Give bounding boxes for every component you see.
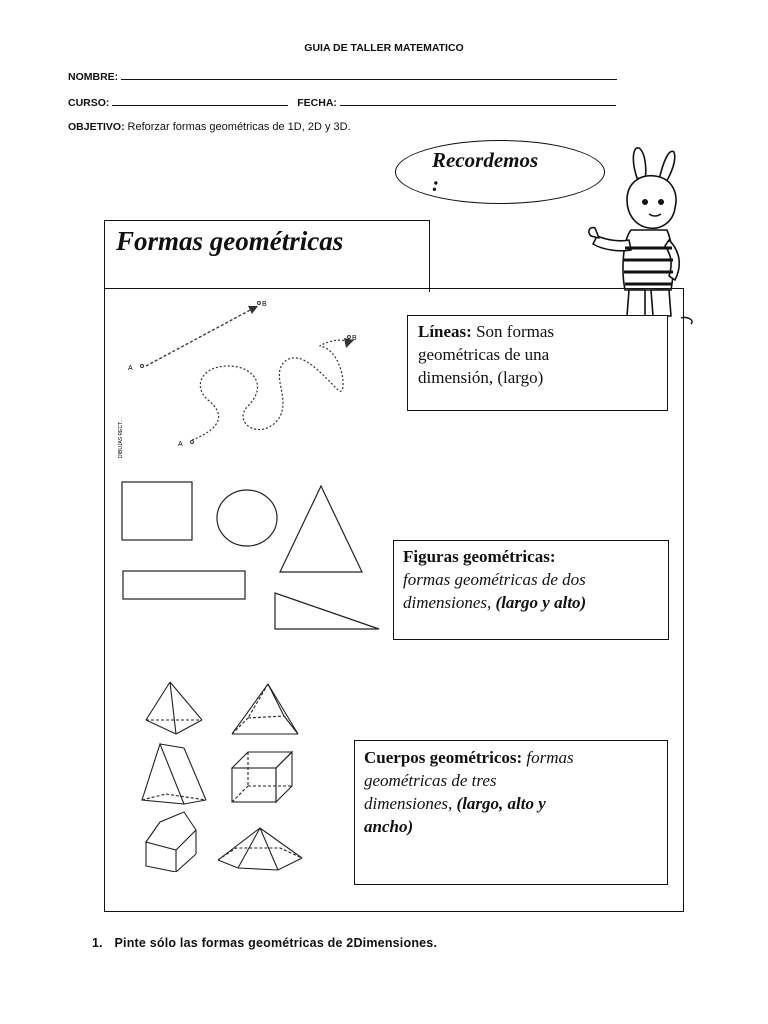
triangular-prism-shape [142,744,206,804]
figuras-box [393,540,669,640]
rectangle-shape [123,571,245,599]
main-title: Formas geométricas [116,226,344,256]
pentagonal-prism-shape [146,812,196,872]
objetivo-text: Reforzar formas geométricas de 1D, 2D y 3D. [127,121,351,133]
point-a1-label: A [128,365,133,372]
lineas-text-1: Son formas [471,322,555,341]
lineas-text-3: dimensión, (largo) [418,368,544,387]
worksheet-title: GUIA DE TALLER MATEMATICO [304,42,464,54]
square-pyramid-shape [232,684,298,734]
fecha-field[interactable] [340,95,616,106]
lines-caption: DIBUJAS RECT... [118,418,124,458]
square-shape [122,482,192,540]
curso-fecha-row [68,95,616,109]
point-b1-label: B [262,301,267,308]
curso-label: CURSO: [68,97,110,109]
2d-figures-diagram [115,478,385,634]
point-a2-label: A [178,441,183,448]
question-text: Pinte sólo las formas geométricas de 2Dimensiones. [114,936,438,950]
triangular-pyramid-shape [146,682,202,734]
objetivo-row [68,121,351,133]
cuerpos-text-1: formas [522,748,574,767]
objetivo-label: OBJETIVO: [68,121,125,133]
triangle-shape [280,486,362,572]
cuerpos-text-5: ancho) [364,817,414,836]
nombre-field[interactable] [121,69,617,80]
nombre-label: NOMBRE: [68,71,119,83]
point-b2-label: B [352,335,357,342]
figuras-text-1: formas geométricas de dos [403,570,586,589]
3d-bodies-diagram [130,672,310,872]
right-triangle-shape [275,593,379,629]
fecha-label: FECHA: [297,97,337,109]
figuras-text-2: dimensiones, [403,593,496,612]
cuerpos-title: Cuerpos geométricos: [364,748,523,767]
callout-colon: : [432,172,439,196]
hexagonal-pyramid-shape [218,828,302,870]
callout-text [432,148,538,196]
cuerpos-text-3: dimensiones, [364,794,457,813]
curso-field[interactable] [112,95,288,106]
figuras-title: Figuras geométricas: [403,547,556,566]
circle-shape [217,490,277,546]
cuerpos-box [354,740,668,885]
cuerpos-text-2: geométricas de tres [364,771,497,790]
cuerpos-text-4: (largo, alto y [456,794,546,813]
question-number: 1. [92,936,103,950]
rectangular-prism-shape [232,752,292,802]
callout-word: Recordemos [432,148,539,172]
nombre-row [68,69,617,83]
lines-diagram [108,290,388,460]
lineas-title: Líneas: [418,322,472,341]
lineas-text-2: geométricas de una [418,345,550,364]
lineas-box [407,315,668,411]
figuras-text-3: (largo y alto) [495,593,587,612]
question-1 [92,936,437,950]
